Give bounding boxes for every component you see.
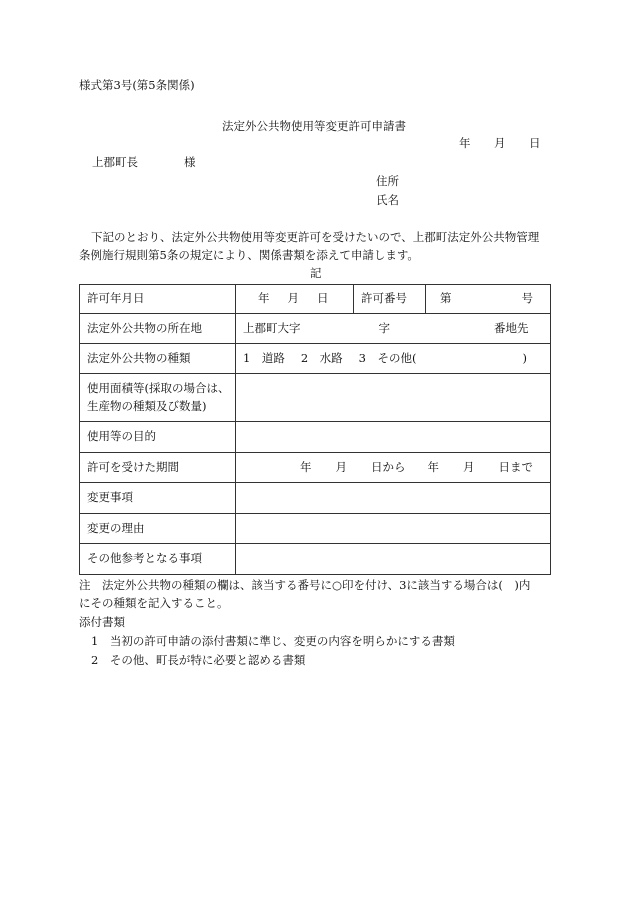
label-purpose: 使用等の目的 — [80, 422, 236, 453]
date-month-label: 月 — [494, 136, 506, 150]
label-period: 許可を受けた期間 — [80, 453, 236, 483]
cell-permit-number[interactable] — [426, 285, 551, 314]
label-type: 法定外公共物の種類 — [80, 344, 236, 374]
permit-number-dai: 第 — [440, 291, 452, 306]
attachments-title: 添付書類 — [79, 615, 125, 629]
label-area-line-1: 使用面積等(採取の場合は、 — [87, 381, 230, 396]
cell-change-reason[interactable] — [236, 514, 551, 544]
period-start-day: 日から — [371, 459, 406, 474]
label-location: 法定外公共物の所在地 — [80, 314, 236, 344]
row-period — [80, 453, 551, 483]
period-end-year: 年 — [427, 459, 439, 474]
note-line-1: 注 法定外公共物の種類の欄は、該当する番号に○印を付け、3に該当する場合は( )内 — [79, 578, 531, 592]
label-area — [80, 374, 236, 422]
note-line-2: にその種類を記入すること。 — [79, 596, 229, 610]
permit-date-month: 月 — [287, 291, 299, 306]
type-option-other[interactable]: 3 その他( — [358, 350, 417, 365]
row-type — [80, 344, 551, 374]
ki-label: 記 — [310, 266, 322, 280]
date-day-label: 日 — [529, 136, 541, 150]
location-banchi: 番地先 — [494, 320, 529, 335]
form-number: 様式第3号(第5条関係) — [79, 78, 195, 92]
honorific: 様 — [184, 155, 196, 169]
label-area-line-2: 生産物の種類及び数量) — [87, 398, 207, 413]
cell-other-notes[interactable] — [236, 544, 551, 575]
intro-line-1: 下記のとおり、法定外公共物使用等変更許可を受けたいので、上郡町法定外公共物管理 — [91, 230, 540, 244]
date-year-label: 年 — [459, 136, 471, 150]
name-label: 氏名 — [376, 193, 399, 207]
type-option-other-close: ) — [522, 350, 527, 365]
cell-location[interactable] — [236, 314, 551, 344]
row-other-notes — [80, 544, 551, 575]
period-start-month: 月 — [335, 459, 347, 474]
type-option-waterway[interactable]: 2 水路 — [300, 350, 343, 365]
cell-permit-date[interactable] — [236, 285, 354, 314]
cell-purpose[interactable] — [236, 422, 551, 453]
label-permit-date: 許可年月日 — [80, 285, 236, 314]
attachment-2: 2 その他、町長が特に必要と認める書類 — [91, 653, 306, 667]
row-change-reason — [80, 514, 551, 544]
cell-change-items[interactable] — [236, 483, 551, 514]
permit-number-go: 号 — [521, 291, 533, 306]
label-other-notes: その他参考となる事項 — [80, 544, 236, 575]
period-end-day: 日まで — [498, 459, 533, 474]
application-table — [79, 284, 551, 575]
type-option-road[interactable]: 1 道路 — [243, 350, 285, 365]
cell-type[interactable] — [236, 344, 551, 374]
period-start-year: 年 — [300, 459, 312, 474]
label-change-items: 変更事項 — [80, 483, 236, 514]
document-title: 法定外公共物使用等変更許可申請書 — [222, 119, 406, 133]
row-change-items — [80, 483, 551, 514]
label-change-reason: 変更の理由 — [80, 514, 236, 544]
cell-period[interactable] — [236, 453, 551, 483]
location-aza: 字 — [378, 320, 390, 335]
row-area — [80, 374, 551, 422]
address-label: 住所 — [376, 174, 399, 188]
location-town: 上郡町大字 — [243, 320, 301, 335]
permit-date-year: 年 — [258, 291, 270, 306]
row-permit-date — [80, 285, 551, 314]
cell-area[interactable] — [236, 374, 551, 422]
attachment-1: 1 当初の許可申請の添付書類に準じ、変更の内容を明らかにする書類 — [91, 634, 455, 648]
intro-line-2: 条例施行規則第5条の規定により、関係書類を添えて申請します。 — [79, 248, 419, 262]
row-location — [80, 314, 551, 344]
addressee: 上郡町長 — [92, 155, 138, 169]
row-purpose — [80, 422, 551, 453]
permit-date-day: 日 — [317, 291, 329, 306]
period-end-month: 月 — [463, 459, 475, 474]
label-permit-number: 許可番号 — [354, 285, 426, 314]
